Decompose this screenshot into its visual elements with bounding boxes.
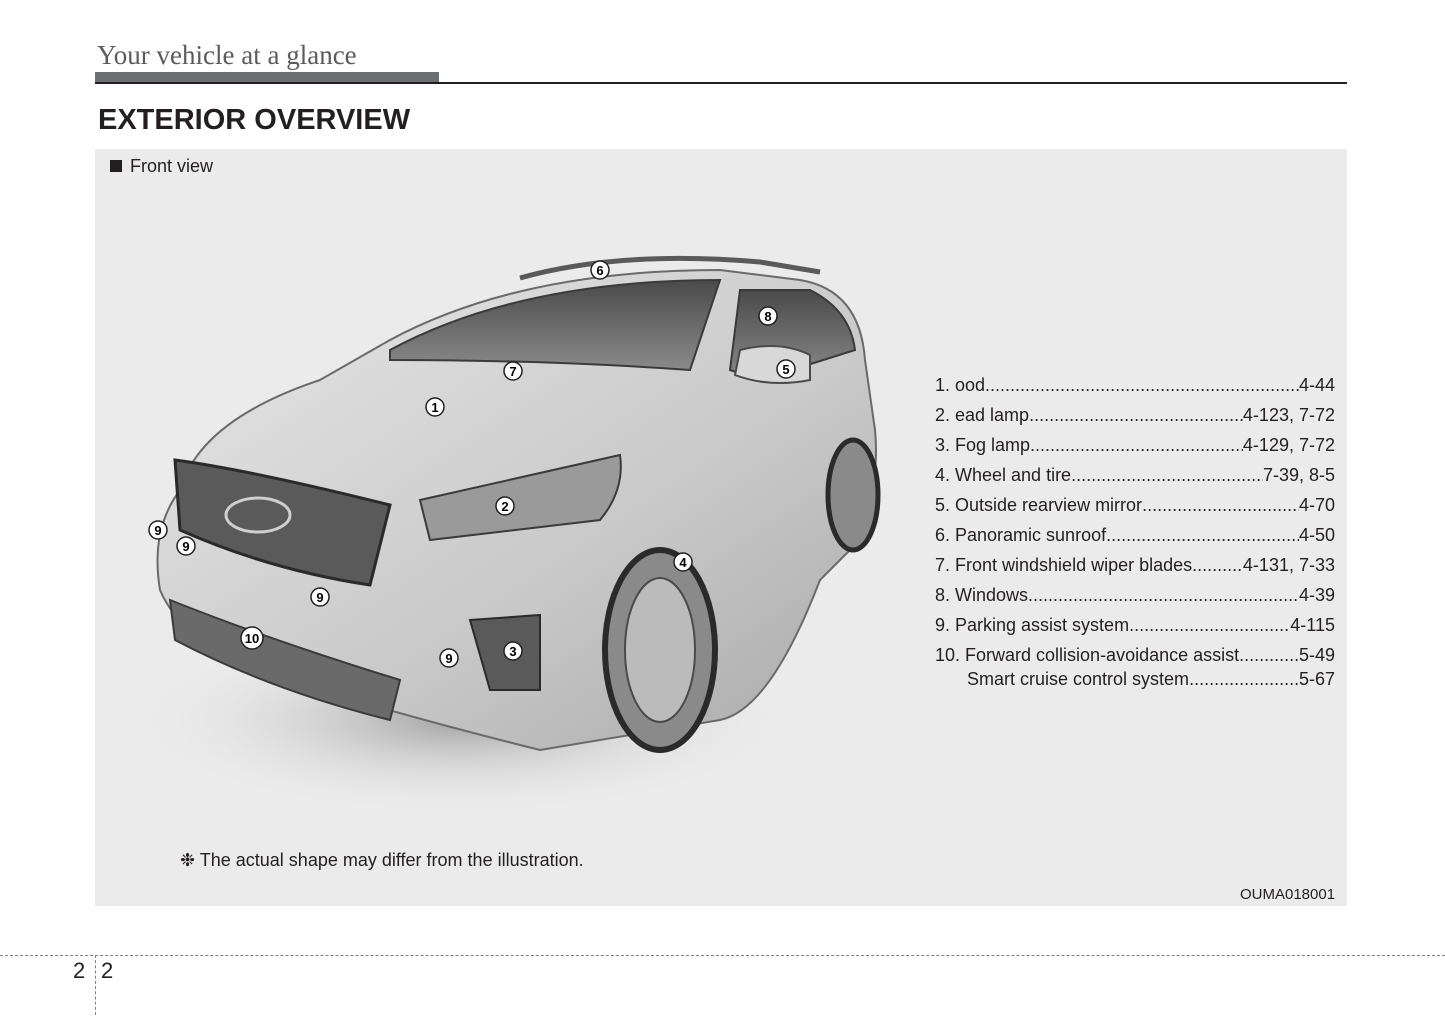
callout-5 bbox=[777, 360, 795, 378]
callout-3 bbox=[504, 642, 522, 660]
callout-4 bbox=[674, 553, 692, 571]
legend-page-ref: 4-131, 7-33 bbox=[1242, 555, 1335, 575]
vehicle-illustration bbox=[120, 250, 900, 830]
legend-item-9: 9. Parking assist system ..... 4-115 bbox=[935, 613, 1335, 643]
callout-9c-label: 9 bbox=[316, 590, 324, 605]
footer-rule bbox=[0, 955, 1445, 956]
footer-divider bbox=[95, 955, 96, 1015]
callout-6-label: 6 bbox=[596, 263, 604, 278]
legend-page-ref: 4-50 bbox=[1298, 525, 1335, 545]
page-number: 2 bbox=[101, 958, 114, 983]
callout-8-label: 8 bbox=[764, 309, 772, 324]
legend-page-ref: 5-67 bbox=[1298, 669, 1335, 689]
legend-page-ref: 4-44 bbox=[1298, 375, 1335, 395]
legend-item-8: 8. Windows ..... 4-39 bbox=[935, 583, 1335, 613]
callout-10-label: 10 bbox=[244, 631, 260, 646]
legend-item-1: 1. ood ..... 4-44 bbox=[935, 373, 1335, 403]
legend-item-4: 4. Wheel and tire ..... 7-39, 8-5 bbox=[935, 463, 1335, 493]
callout-5-label: 5 bbox=[782, 362, 790, 377]
legend-page-ref: 4-129, 7-72 bbox=[1242, 435, 1335, 455]
header-rule bbox=[95, 82, 1347, 84]
legend-page-ref: 5-49 bbox=[1298, 645, 1335, 665]
square-bullet-icon bbox=[110, 160, 122, 172]
illustration-disclaimer: ❉ The actual shape may differ from the illustration. bbox=[180, 850, 584, 870]
section-header: Your vehicle at a glance bbox=[97, 40, 357, 70]
legend-page-ref: 4-115 bbox=[1290, 615, 1335, 635]
front-rim bbox=[625, 578, 695, 722]
legend-item-2: 2. ead lamp ..... 4-123, 7-72 bbox=[935, 403, 1335, 433]
callout-9d bbox=[440, 649, 458, 667]
legend-page-ref: 4-70 bbox=[1298, 495, 1335, 515]
figure-code: OUMA018001 bbox=[1240, 886, 1336, 903]
callout-2-label: 2 bbox=[501, 499, 509, 514]
callout-1-label: 1 bbox=[431, 400, 439, 415]
subsection-label: Front view bbox=[110, 156, 213, 177]
callout-9b-label: 9 bbox=[182, 539, 190, 554]
callout-7-label: 7 bbox=[509, 364, 517, 379]
callout-4-label: 4 bbox=[679, 555, 687, 570]
callout-9a-label: 9 bbox=[154, 523, 162, 538]
legend-item-10: 10. Forward collision-avoidance assist ..... 5-49 Smart cruise control system ..... 5-67 bbox=[935, 643, 1335, 691]
chapter-number: 2 bbox=[73, 958, 86, 983]
callout-1 bbox=[426, 398, 444, 416]
callout-9a bbox=[149, 521, 167, 539]
parts-legend bbox=[935, 373, 1335, 691]
page-title: EXTERIOR OVERVIEW bbox=[98, 104, 411, 136]
legend-page-ref: 4-123, 7-72 bbox=[1242, 405, 1335, 425]
callout-9b bbox=[177, 537, 195, 555]
callout-10 bbox=[241, 627, 263, 649]
legend-item-6: 6. Panoramic sunroof ..... 4-50 bbox=[935, 523, 1335, 553]
callout-9c bbox=[311, 588, 329, 606]
legend-item-5: 5. Outside rearview mirror ..... 4-70 bbox=[935, 493, 1335, 523]
callout-9d-label: 9 bbox=[445, 651, 453, 666]
header-bar bbox=[95, 72, 439, 82]
legend-item-7: 7. Front windshield wiper blades ..... 4-131, 7-33 bbox=[935, 553, 1335, 583]
rear-wheel bbox=[828, 440, 878, 550]
legend-item-3: 3. Fog lamp ..... 4-129, 7-72 bbox=[935, 433, 1335, 463]
callout-2 bbox=[496, 497, 514, 515]
callout-8 bbox=[759, 307, 777, 325]
callout-6 bbox=[591, 261, 609, 279]
callout-7 bbox=[504, 362, 522, 380]
callout-3-label: 3 bbox=[509, 644, 517, 659]
legend-page-ref: 7-39, 8-5 bbox=[1262, 465, 1335, 485]
legend-page-ref: 4-39 bbox=[1298, 585, 1335, 605]
mirror bbox=[735, 346, 810, 383]
